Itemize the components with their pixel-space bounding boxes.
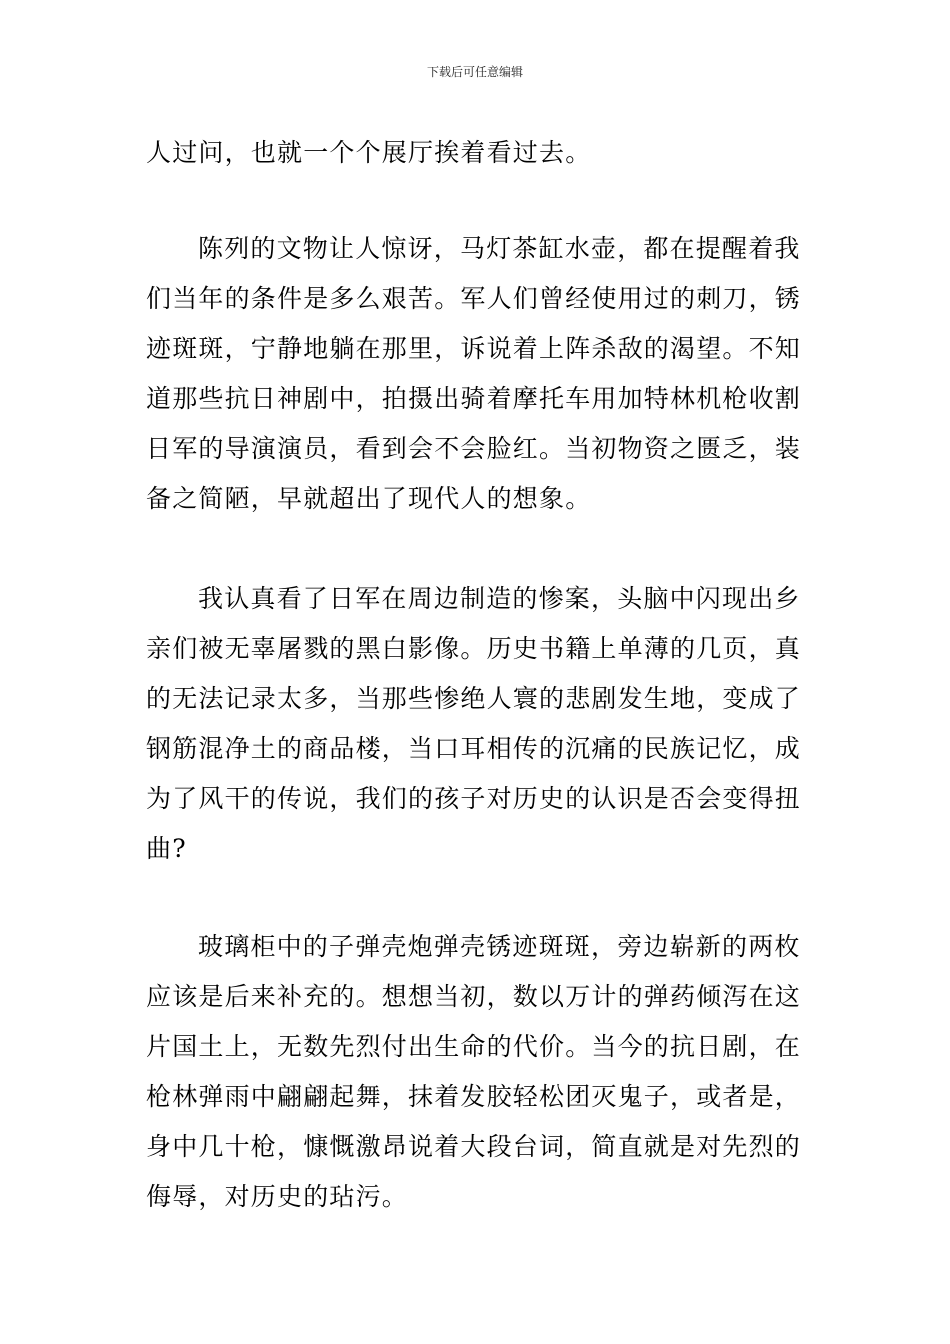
paragraph-artifacts <box>146 224 810 524</box>
text-line: 迹斑斑，宁静地躺在那里，诉说着上阵杀敌的渴望。不知 <box>146 334 802 363</box>
text-line: 道那些抗日神剧中，拍摄出骑着摩托车用加特林机枪收割 <box>146 384 802 413</box>
paragraph-bullet-shells <box>146 922 810 1222</box>
text-line: 们当年的条件是多么艰苦。军人们曾经使用过的刺刀，锈 <box>146 284 802 313</box>
text-line: 的无法记录太多，当那些惨绝人寰的悲剧发生地，变成了 <box>146 684 802 713</box>
text-line: 玻璃柜中的子弹壳炮弹壳锈迹斑斑，旁边崭新的两枚 <box>198 932 801 961</box>
text-line: 枪林弹雨中翩翩起舞，抹着发胶轻松团灭鬼子，或者是， <box>146 1082 802 1111</box>
text-line: 曲? <box>146 834 187 863</box>
paragraph-continuation <box>146 128 810 178</box>
text-line: 应该是后来补充的。想想当初，数以万计的弹药倾泻在这 <box>146 982 802 1011</box>
text-line: 侮辱，对历史的玷污。 <box>146 1182 409 1211</box>
text-line: 人过问，也就一个个展厅挨着看过去。 <box>146 138 592 167</box>
paragraph-massacre <box>146 574 810 874</box>
text-line: 陈列的文物让人惊讶，马灯茶缸水壶，都在提醒着我 <box>198 234 801 263</box>
text-line: 身中几十枪，慷慨激昂说着大段台词，简直就是对先烈的 <box>146 1132 802 1161</box>
text-line: 钢筋混净土的商品楼，当口耳相传的沉痛的民族记忆，成 <box>146 734 802 763</box>
text-line: 日军的导演演员，看到会不会脸红。当初物资之匮乏，装 <box>146 434 802 463</box>
text-line: 片国土上，无数先烈付出生命的代价。当今的抗日剧，在 <box>146 1032 802 1061</box>
text-line: 亲们被无辜屠戮的黑白影像。历史书籍上单薄的几页，真 <box>146 634 802 663</box>
page-header: 下载后可任意编辑 <box>426 65 523 79</box>
text-line: 我认真看了日军在周边制造的惨案，头脑中闪现出乡 <box>198 584 801 613</box>
text-line: 备之简陋，早就超出了现代人的想象。 <box>146 484 592 513</box>
text-line: 为了风干的传说，我们的孩子对历史的认识是否会变得扭 <box>146 784 802 813</box>
